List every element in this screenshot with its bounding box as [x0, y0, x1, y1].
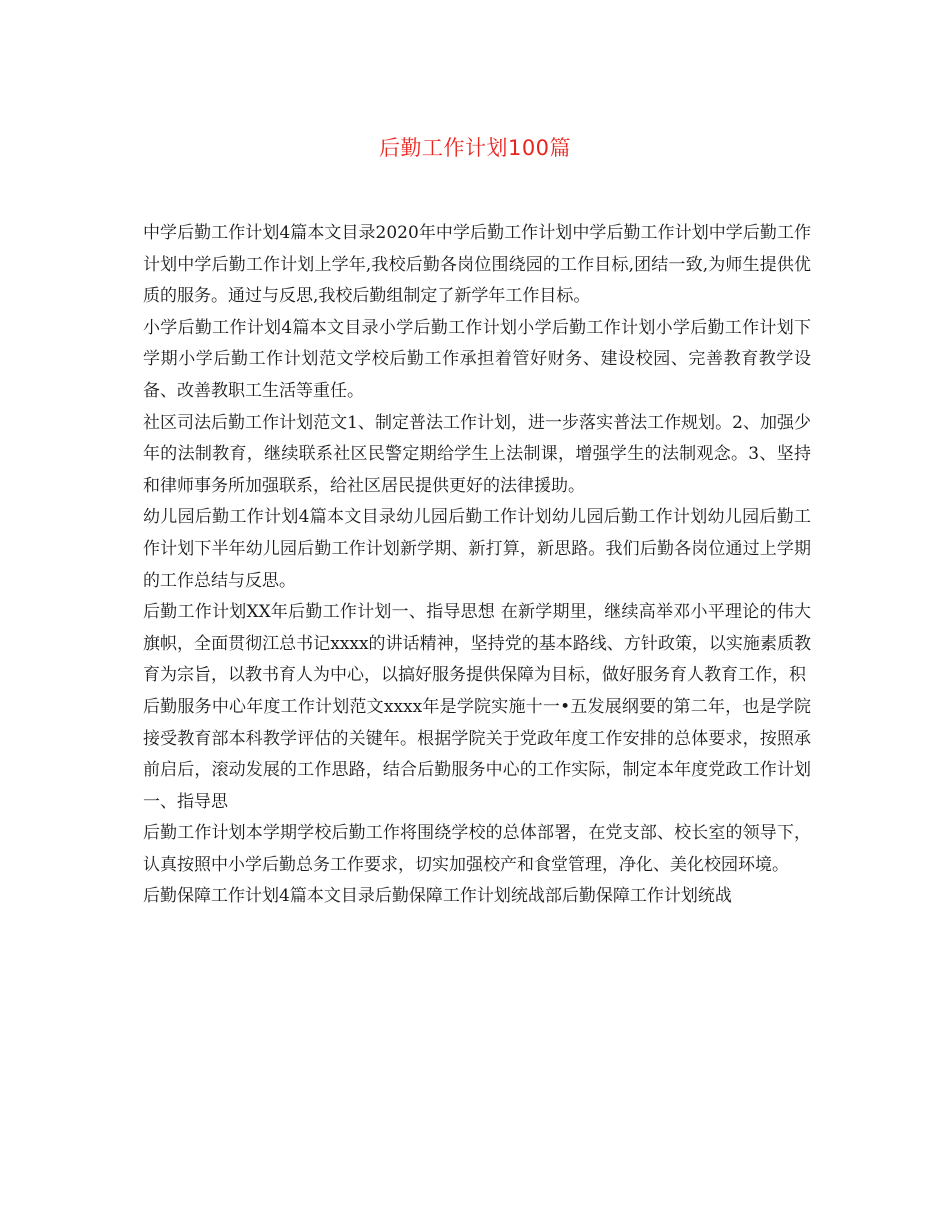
paragraph-community-justice: 社区司法后勤工作计划范文1、制定普法工作计划，进一步落实普法工作规划。2、加强少年的法制教育，继续联系社区民警定期给学生上法制课，增强学生的法制观念。3、坚持和律师事务所加强联系，给社区居民提供更好的法律援助。: [143, 412, 811, 496]
paragraph-middle-school: 中学后勤工作计划4篇本文目录2020年中学后勤工作计划中学后勤工作计划中学后勤工作计划中学后勤工作计划上学年,我校后勤各岗位围绕园的工作目标,团结一致,为师生提供优质的服务。通过与反思,我校后勤组制定了新学年工作目标。: [143, 223, 811, 307]
paragraph-semester-plan: 后勤工作计划本学期学校后勤工作将围绕学校的总体部署，在党支部、校长室的领导下，认真按照中小学后勤总务工作要求，切实加强校产和食堂管理，净化、美化校园环境。: [143, 823, 811, 875]
paragraph-logistics-support: 后勤保障工作计划4篇本文目录后勤保障工作计划统战部后勤保障工作计划统战: [143, 886, 732, 907]
document-title: 后勤工作计划100篇: [378, 136, 572, 160]
document-body: [143, 218, 811, 913]
paragraph-service-center: 后勤服务中心年度工作计划范文xxxx年是学院实施十一•五发展纲要的第二年，也是学院接受教育部本科教学评估的关键年。根据学院关于党政年度工作安排的总体要求，按照承前启后，滚动发展的工作思路，结合后勤服务中心的工作实际，制定本年度党政工作计划一、指导思: [143, 696, 811, 812]
paragraph-guiding-ideology: 后勤工作计划XX年后勤工作计划一、指导思想 在新学期里，继续高举邓小平理论的伟大旗帜，全面贯彻江总书记xxxx的讲话精神，坚持党的基本路线、方针政策，以实施素质教育为宗旨，以教书育人为中心，以搞好服务提供保障为目标，做好服务育人教育工作，积: [143, 602, 811, 686]
paragraph-kindergarten: 幼儿园后勤工作计划4篇本文目录幼儿园后勤工作计划幼儿园后勤工作计划幼儿园后勤工作计划下半年幼儿园后勤工作计划新学期、新打算，新思路。我们后勤各岗位通过上学期的工作总结与反思。: [143, 507, 811, 591]
paragraph-primary-school: 小学后勤工作计划4篇本文目录小学后勤工作计划小学后勤工作计划小学后勤工作计划下学期小学后勤工作计划范文学校后勤工作承担着管好财务、建设校园、完善教育教学设备、改善教职工生活等重任。: [143, 317, 811, 401]
